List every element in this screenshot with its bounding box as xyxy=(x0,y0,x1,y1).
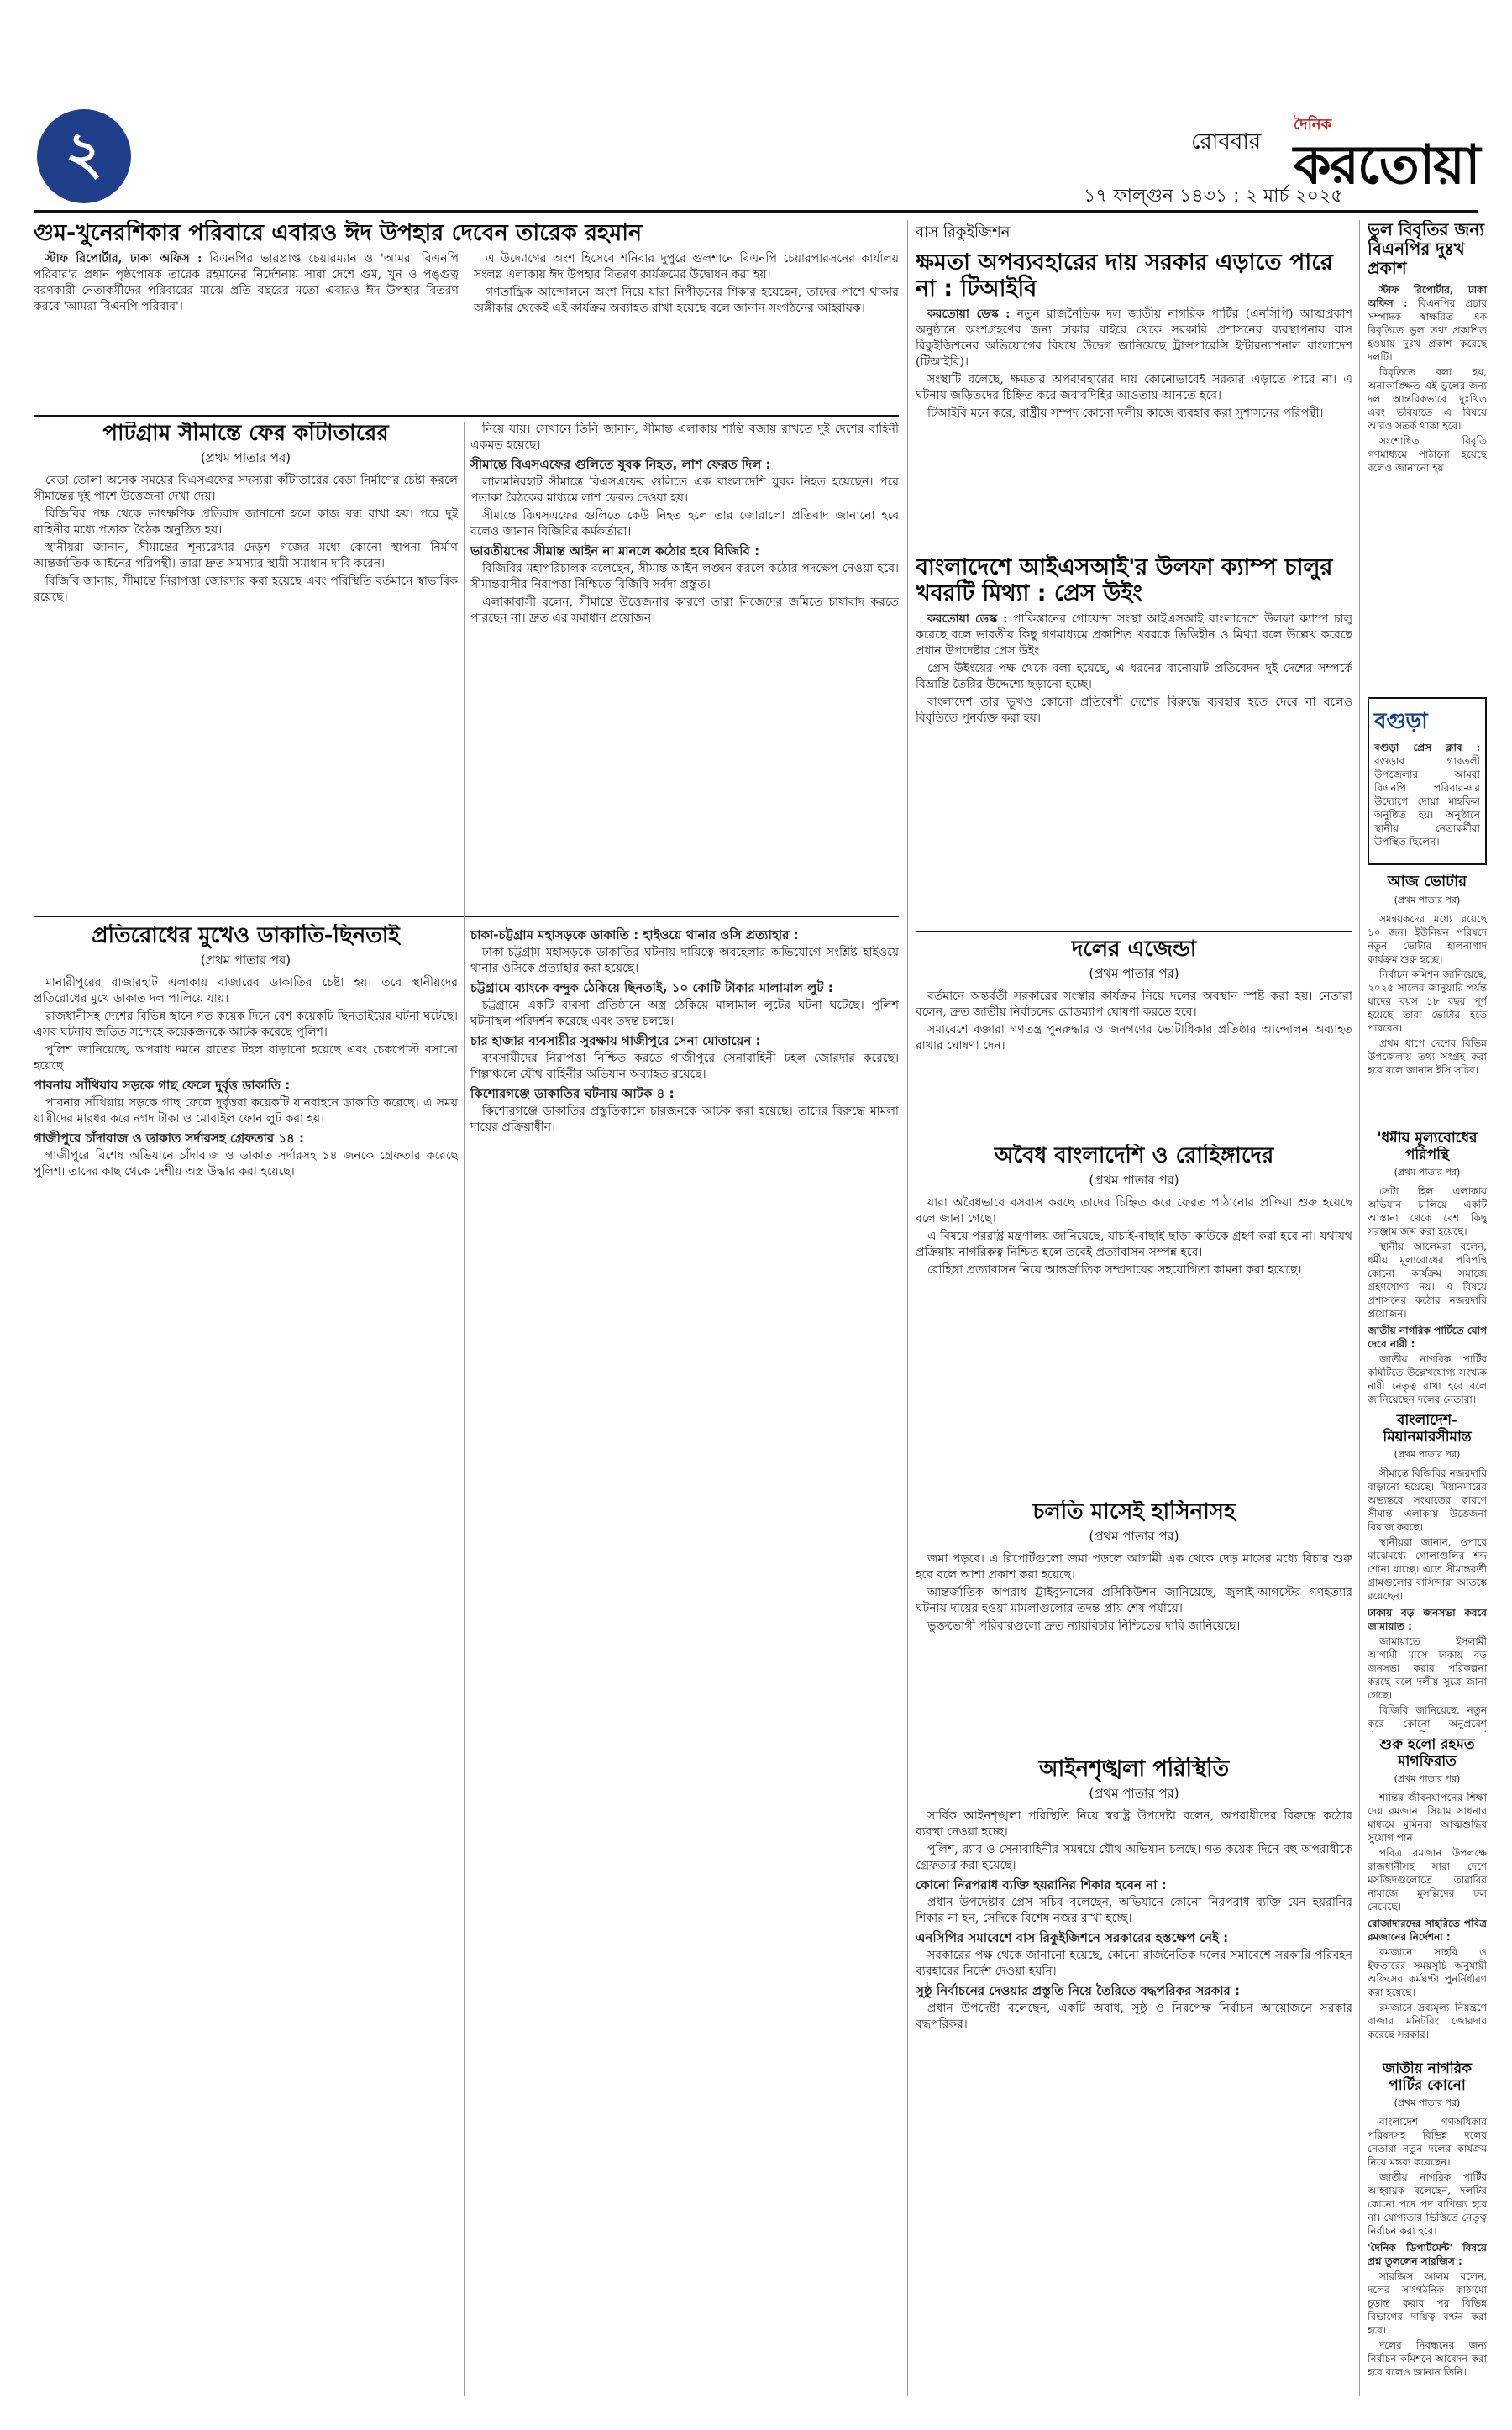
para: সমন্বয়কদের মধ্যে রয়েছে ১০ জন। ইউনিয়ন পরিষদে নতুন ভোটার হালনাগাদ কার্যক্রম শুরু হচ্ছে। xyxy=(1368,912,1487,965)
para: স্থানীয় আলেমরা বলেন, ধর্মীয় মূল্যবোধের পরিপন্থি কোনো কার্যক্রম সমাজে গ্রহণযোগ্য নয়। এ বিষয়ে প্রশাসনের কঠোর নজরদারি প্রয়োজন। xyxy=(1368,1241,1487,1320)
para: দলের নিবন্ধনের জন্য নির্বাচন কমিশনে আবেদন করা হবে বলেও জানান তিনি। xyxy=(1368,2339,1487,2379)
column-rule xyxy=(907,220,908,2396)
continued-label: (প্রথম পাতার পর) xyxy=(1394,1449,1461,1461)
para: বিজিবির মহাপরিচালক বলেছেন, সীমান্ত আইন লঙ্ঘন করলে কঠোর পদক্ষেপ নেওয়া হবে। সীমান্তবাসীর নিরাপত্তা নিশ্চিতে বিজিবি সর্বদা প্রস্তুত। xyxy=(470,562,899,591)
headline-dharmiyo: 'ধর্মীয় মূল্যবোধের পরিপন্থি xyxy=(1377,1131,1478,1163)
headline-dakati: প্রতিরোধের মুখেও ডাকাতি-ছিনতাই xyxy=(92,924,400,948)
para: স্থানীয়রা জানান, সীমান্তের শূন্যরেখার দেড়শ গজের মধ্যে কোনো স্থাপনা নির্মাণ আন্তর্জাতিক আইনের পরিপন্থী। তারা দ্রুত সমস্যার স্থায়ী সমাধান দাবি করেন। xyxy=(34,540,458,570)
para: জমা পড়বে। এ রিপোর্টগুলো জমা পড়লে আগামী এক থেকে দেড় মাসের মধ্যে বিচার শুরু হবে বলে আশা প্রকাশ করা হয়েছে। xyxy=(916,1551,1352,1582)
para: বিজিবির পক্ষ থেকে তাৎক্ষণিক প্রতিবাদ জানানো হলে কাজ বন্ধ রাখা হয়। পরে দুই বাহিনীর মধ্যে পতাকা বৈঠক অনুষ্ঠিত হয়। xyxy=(34,506,458,537)
subhead: এনসিপির সমাবেশে বাস রিকুইজিশনে সরকারের হস্তক্ষেপ নেই : xyxy=(916,1929,1229,1945)
para: সংশোধিত বিবৃতি গণমাধ্যমে পাঠানো হয়েছে বলেও জানানো হয়। xyxy=(1368,435,1487,474)
para: সরকারের পক্ষ থেকে জানানো হয়েছে, কোনো রাজনৈতিক দলের সমাবেশে সরকারি পরিবহন ব্যবহারের নির্দেশ দেওয়া হয়নি। xyxy=(916,1948,1352,1978)
para: কিশোরগঞ্জে ডাকাতির প্রস্তুতিকালে চারজনকে আটক করা হয়েছে। তাদের বিরুদ্ধে মামলা দায়ের প্রক্রিয়াধীন। xyxy=(470,1105,899,1134)
para: ভুক্তভোগী পরিবারগুলো দ্রুত ন্যায়বিচার নিশ্চিতের দাবি জানিয়েছে। xyxy=(927,1619,1241,1633)
continued-label: (প্রথম পাতার পর) xyxy=(1394,2097,1461,2109)
subhead: চট্টগ্রামে ব্যাংকে বন্দুক ঠেকিয়ে ছিনতাই, ১০ কোটি টাকার মালামাল লুট : xyxy=(470,980,833,995)
day-name: রোববার xyxy=(1191,129,1262,155)
headline-isi: বাংলাদেশে আইএসআই'র উলফা ক্যাম্প চালুর খবরটি মিথ্যা : প্রেস উইং xyxy=(916,554,1333,607)
headline-tib: ক্ষমতা অপব্যবহারের দায় সরকার এড়াতে পারে না : টিআইবি xyxy=(916,249,1333,302)
para: আন্তর্জাতিক অপরাধ ট্রাইব্যুনালের প্রসিকিউশন জানিয়েছে, জুলাই-আগস্টের গণহত্যার ঘটনায় দায়ের হওয়া মামলাগুলোর তদন্ত প্রায় শেষ পর্যায়ে। xyxy=(916,1585,1352,1615)
headline-agenda: দলের এজেন্ডা xyxy=(1071,937,1197,962)
para: নির্বাচন কমিশন জানিয়েছে, ২০২৫ সালের জানুয়ারি পর্যন্ত যাদের বয়স ১৮ বছর পূর্ণ হয়েছে তারা ভোটার হতে পারবেন। xyxy=(1368,968,1487,1034)
article-dharmiyo xyxy=(1368,1131,1487,1408)
para: রমজানে সাহরি ও ইফতারের সময়সূচি অনুযায়ী অফিসের কর্মঘণ্টা পুনর্নির্ধারণ করা হয়েছে। xyxy=(1368,1946,1487,1999)
headline-ncp: জাতীয় নাগরিক পার্টির কোনো xyxy=(1382,2061,1473,2094)
para: যারা অবৈধভাবে বসবাস করছে তাদের চিহ্নিত করে ফেরত পাঠানোর প্রক্রিয়া শুরু হয়েছে বলে জানা গেছে। xyxy=(916,1195,1352,1225)
para: টিআইবি মনে করে, রাষ্ট্রীয় সম্পদ কোনো দলীয় কাজে ব্যবহার করা সুশাসনের পরিপন্থী। xyxy=(927,407,1324,421)
subhead: কোনো নিরপরাধ ব্যক্তি হয়রানির শিকার হবেন না : xyxy=(916,1876,1167,1892)
article-ncp xyxy=(1368,2061,1487,2396)
article-dakati xyxy=(34,924,458,2394)
continued-label: (প্রথম পাতার পর) xyxy=(1394,1167,1461,1178)
masthead-title: করতোয়া xyxy=(1294,134,1479,197)
para: পাবনার সাঁথিয়ায় সড়কে গাছ ফেলে দুর্বৃত্তরা কয়েকটি যানবাহনে ডাকাতি করেছে। এ সময় যাত্রীদের মারধর করে নগদ টাকা ও মোবাইল ফোন লুট করা হয়। xyxy=(34,1095,458,1126)
kicker-tib: বাস রিকুইজিশন xyxy=(916,223,1011,241)
para: বিএনপির ভারপ্রাপ্ত চেয়ারম্যান ও 'আমরা বিএনপি পরিবার'র প্রধান পৃষ্ঠপোষক তারেক রহমানের নির্দেশনায় সারা দেশে গুম, খুন ও পঙ্গুত্ব বরণকারী নেতাকর্মীদের পরিবারের মাঝে প্রতি বছরের মতো এবারও ঈদ উপহার বিতরণ করবে 'আমরা বিএনপি পরিবার'। xyxy=(34,252,459,314)
continued-label: (প্রথম পাতার পর) xyxy=(1089,1172,1179,1188)
bogra-box xyxy=(1368,697,1487,865)
article-vote-main xyxy=(1368,874,1487,1126)
para: সার্বিক আইনশৃঙ্খলা পরিস্থিতি নিয়ে স্বরাষ্ট্র উপদেষ্টা বলেন, অপরাধীদের বিরুদ্ধে কঠোর ব্যবস্থা নেওয়া হচ্ছে। xyxy=(916,1808,1352,1839)
subhead: 'দৈনিক ডিপার্টমেন্ট' বিষয়ে প্রশ্ন তুললেন সারজিস : xyxy=(1368,2242,1487,2268)
para: জামায়াতে ইসলামী আগামী মাসে ঢাকায় বড় জনসভা করার পরিকল্পনা করছে বলে দলীয় সূত্রে জানা গেছে। xyxy=(1368,1635,1487,1702)
para: বাংলাদেশ গণঅধিকার পরিষদসহ বিভিন্ন দলের নেতারা নতুন দলের কার্যক্রম নিয়ে মন্তব্য করেছেন। xyxy=(1368,2116,1487,2169)
headline-myanmar: বাংলাদেশ-মিয়ানমারসীমান্ত xyxy=(1383,1413,1472,1446)
lead-isi: করতোয়া ডেস্ক : xyxy=(927,612,1008,627)
headline-rohingya: অবৈধ বাংলাদেশি ও রোহিঙ্গাদের xyxy=(994,1144,1274,1168)
header-rule xyxy=(34,210,1478,213)
headline-vote: আজ ভোটার xyxy=(1387,874,1467,890)
divider xyxy=(34,916,899,917)
para: সমাবেশে বক্তারা গণতন্ত্র পুনরুদ্ধার ও জনগণের ভোটাধিকার প্রতিষ্ঠার আন্দোলন অব্যাহত রাখার ঘোষণা দেন। xyxy=(916,1022,1352,1052)
para: জাতীয় নাগরিক পার্টির কমিটিতে উল্লেখযোগ্য সংখ্যক নারী নেতৃত্ব রাখা হবে বলে জানিয়েছেন দলের নেতারা। xyxy=(1368,1353,1487,1406)
subhead: জাতীয় নাগরিক পার্টিতে যোগ দেবে নারী : xyxy=(1368,1325,1487,1351)
lead-tib: করতোয়া ডেস্ক : xyxy=(927,307,1011,322)
para: শান্তির জীবনযাপনের শিক্ষা দেয় রমজান। সিয়াম সাধনার মাধ্যমে মুমিনরা আত্মশুদ্ধির সুযোগ পান। xyxy=(1368,1792,1487,1845)
para: গণতান্ত্রিক আন্দোলনে অংশ নিয়ে যারা নিপীড়নের শিকার হয়েছেন, তাদের পাশে থাকার অঙ্গীকার থেকেই এই কার্যক্রম অব্যাহত রাখা হয়েছে বলে জানান সংগঠনের আহ্বায়ক। xyxy=(474,286,899,316)
masthead-small: দৈনিক xyxy=(1294,116,1332,134)
article-ganatra-cont xyxy=(470,422,899,909)
article-ganatra xyxy=(34,422,458,909)
date-line: ১৭ ফাল্গুন ১৪৩১ : ২ মার্চ ২০২৫ xyxy=(1084,186,1343,207)
para: সীমান্তে বিএসএফের গুলিতে কেউ নিহত হলে তার জোরালো প্রতিবাদ জানানো হবে বলেও জানান বিজিবির কর্মকর্তারা। xyxy=(470,509,899,538)
continued-label: (প্রথম পাতার পর) xyxy=(1089,965,1179,981)
column-rule xyxy=(1359,220,1360,2396)
para: রাজধানীসহ দেশের বিভিন্ন স্থানে গত কয়েক দিনে বেশ কয়েকটি ছিনতাইয়ের ঘটনা ঘটেছে। এসব ঘটনায় জড়িত সন্দেহে কয়েকজনকে আটক করেছে পুলিশ। xyxy=(34,1009,458,1039)
para: নতুন রাজনৈতিক দল জাতীয় নাগরিক পার্টির (এনসিপি) আত্মপ্রকাশ অনুষ্ঠানে অংশগ্রহণের জন্য ঢাকার বাইরে থেকে সরকারি প্রশাসনের ব্যবস্থাপনায় বাস রিকুইজিশনের অভিযোগের বিষয়ে উদ্বেগ জানিয়েছে ট্রান্সপারেন্সি ইন্টারন্যাশনাল বাংলাদেশ (টিআইবি)। xyxy=(916,307,1352,370)
para: বেড়া তোলা অনেক সময়ের বিএসএফের সদস্যরা কাঁটাতারের বেড়া নির্মাণের চেষ্টা করলে সীমান্তের দুই পাশে উত্তেজনা দেখা দেয়। xyxy=(34,473,458,503)
article-dakati-cont xyxy=(470,924,899,2394)
headline-tarek: গুম-খুনেরশিকার পরিবারে এবারও ঈদ উপহার দেবেন তারেক রহমান xyxy=(34,220,643,246)
para: পুলিশ, র‍্যাব ও সেনাবাহিনীর সমন্বয়ে যৌথ অভিযান চলছে। গত কয়েক দিনে বহু অপরাধীকে গ্রেফতার করা হয়েছে। xyxy=(916,1842,1352,1872)
masthead-logo xyxy=(1294,113,1487,202)
subhead: চার হাজার ব্যবসায়ীর সুরক্ষায় গাজীপুরে সেনা মোতায়েন : xyxy=(470,1033,761,1048)
para: রমজানে দ্রব্যমূল্য নিয়ন্ত্রণে বাজার মনিটরিং জোরদার করেছে সরকার। xyxy=(1368,2002,1487,2041)
subhead: কিশোরগঞ্জে ডাকাতির ঘটনায় আটক ৪ : xyxy=(470,1086,675,1101)
para: ব্যবসায়ীদের নিরাপত্তা নিশ্চিত করতে গাজীপুরে সেনাবাহিনী টহল জোরদার করেছে। শিল্পাঞ্চলে যৌথ বাহিনীর অভিযান অব্যাহত রয়েছে। xyxy=(470,1052,899,1081)
lead-bnp: স্টাফ রিপোর্টার, ঢাকা অফিস : xyxy=(1368,284,1487,309)
para: রোহিঙ্গা প্রত্যাবাসন নিয়ে আন্তর্জাতিক সম্প্রদায়ের সহযোগিতা কামনা করা হয়েছে। xyxy=(927,1262,1302,1277)
para: চট্টগ্রামে একটি ব্যবসা প্রতিষ্ঠানে অস্ত্র ঠেকিয়ে মালামাল লুটের ঘটনা ঘটেছে। পুলিশ ঘটনাস্থল পরিদর্শন করেছে এবং তদন্ত চলছে। xyxy=(470,999,899,1028)
continued-label: (প্রথম পাতার পর) xyxy=(200,449,291,465)
continued-label: (প্রথম পাতার পর) xyxy=(1089,1528,1179,1544)
article-hasina xyxy=(916,1500,1352,1752)
subhead: পাবনায় সাঁথিয়ায় সড়কে গাছ ফেলে দুর্বৃত্ত ডাকাতি : xyxy=(34,1077,291,1093)
para: ঢাকা-চট্টগ্রাম মহাসড়কে ডাকাতির ঘটনায় দায়িত্বে অবহেলার অভিযোগে সংশ্লিষ্ট হাইওয়ে থানার ওসিকে প্রত্যাহার করা হয়েছে। xyxy=(470,946,899,975)
article-isi xyxy=(916,554,1352,924)
para: প্রধান উপদেষ্টা বলেছেন, একটি অবাধ, সুষ্ঠু ও নিরপেক্ষ নির্বাচন আয়োজনে সরকার বদ্ধপরিকর। xyxy=(916,2001,1352,2031)
headline-hasina: চলতি মাসেই হাসিনাসহ xyxy=(1032,1500,1236,1525)
para: প্রেস উইংয়ের পক্ষ থেকে বলা হয়েছে, এ ধরনের বানোয়াট প্রতিবেদন দুই দেশের সম্পর্কে বিভ্রান্তি তৈরির উদ্দেশ্যে ছড়ানো হচ্ছে। xyxy=(916,662,1352,692)
para: এলাকাবাসী বলেন, সীমান্তে উত্তেজনার কারণে তারা নিজেদের জমিতে চাষাবাদ করতে পারছেন না। দ্রুত এর সমাধান প্রয়োজন। xyxy=(470,596,899,625)
article-law xyxy=(916,1757,1352,2396)
para: সীমান্তে বিজিবির নজরদারি বাড়ানো হয়েছে। মিয়ানমারের অভ্যন্তরে সংঘাতের কারণে সীমান্ত এলাকায় উত্তেজনা বিরাজ করছে। xyxy=(1368,1467,1487,1534)
bogra-title: বগুড়া প্রেস ক্লাব : xyxy=(1374,742,1480,753)
article-rohingya xyxy=(916,1144,1352,1497)
page-number-badge: ২ xyxy=(37,109,131,203)
article-tib xyxy=(916,220,1352,548)
para: বাংলাদেশ তার ভূখণ্ড কোনো প্রতিবেশী দেশের বিরুদ্ধে ব্যবহার হতে দেবে না বলেও বিবৃতিতে পুনর্ব্যক্ত করা হয়। xyxy=(916,695,1352,726)
para: বিজিবি জানায়, সীমান্তে নিরাপত্তা জোরদার করা হয়েছে এবং পরিস্থিতি বর্তমানে স্বাভাবিক রয়েছে। xyxy=(34,574,458,604)
para: জাতীয় নাগরিক পার্টির আহ্বায়ক বলেছেন, দলটির কোনো পদে পদ বাণিজ্য হবে না। যোগ্যতার ভিত্তিতে নেতৃত্ব নির্বাচন করা হবে। xyxy=(1368,2171,1487,2238)
subhead: ভারতীয়দের সীমান্ত আইন না মানলে কঠোর হবে বিজিবি : xyxy=(470,543,760,559)
para: বর্তমানে অন্তর্বর্তী সরকারের সংস্কার কার্যক্রম নিয়ে দলের অবস্থান স্পষ্ট করা হয়। নেতারা বলেন, দ্রুত জাতীয় নির্বাচনের রোডম্যাপ ঘোষণা করতে হবে। xyxy=(916,989,1352,1019)
para: বিজিবি জানিয়েছে, নতুন করে কোনো অনুপ্রবেশ xyxy=(1368,1704,1487,1730)
lead-tarek: স্টাফ রিপোর্টার, ঢাকা অফিস : xyxy=(45,252,202,266)
para: পুলিশ জানিয়েছে, অপরাধ দমনে রাতের টহল বাড়ানো হয়েছে এবং চেকপোস্ট বসানো হয়েছে। xyxy=(34,1042,458,1073)
headline-ramadan: শুরু হলো রহমত মাগফিরাত xyxy=(1379,1737,1475,1770)
para: লালমনিরহাট সীমান্তে বিএসএফের গুলিতে এক বাংলাদেশি যুবক নিহত হয়েছেন। পরে পতাকা বৈঠকের মাধ্যমে লাশ ফেরত দেওয়া হয়। xyxy=(470,475,899,505)
article-agenda xyxy=(916,937,1352,1139)
subhead: সীমান্তে বিএসএফের গুলিতে যুবক নিহত, লাশ ফেরত দিল : xyxy=(470,457,771,472)
para: নিয়ে যায়। সেখানে তিনি জানান, সীমান্ত এলাকায় শান্তি বজায় রাখতে দুই দেশের বাহিনী একমত হয়েছে। xyxy=(470,422,899,452)
para: প্রধান উপদেষ্টার প্রেস সচিব বলেছেন, অভিযানে কোনো নিরপরাধ ব্যক্তি যেন হয়রানির শিকার না হন, সেদিকে বিশেষ নজর রাখা হচ্ছে। xyxy=(916,1895,1352,1925)
column-rule xyxy=(464,422,465,2396)
para: সারজিস আলম বলেন, দলের সাংগঠনিক কাঠামো চূড়ান্ত করার পর বিভিন্ন বিভাগের দায়িত্ব বণ্টন করা হবে। xyxy=(1368,2270,1487,2337)
continued-label: (প্রথম পাতার পর) xyxy=(1394,894,1461,905)
subhead: সুষ্ঠু নির্বাচনের দেওয়ার প্রস্তুতি নিয়ে তৈরিতে বদ্ধপরিকর সরকার : xyxy=(916,1982,1241,1998)
continued-label: (প্রথম পাতার পর) xyxy=(1089,1785,1179,1801)
subhead: গাজীপুরে চাঁদাবাজ ও ডাকাত সর্দারসহ গ্রেফতার ১৪ : xyxy=(34,1130,305,1146)
article-tarek xyxy=(34,220,899,412)
para: এ উদ্যোগের অংশ হিসেবে শনিবার দুপুরে গুলশানে বিএনপি চেয়ারপারসনের কার্যালয় সংলগ্ন এলাকায় ঈদ উপহার বিতরণ কার্যক্রমের উদ্বোধন করা হয়। xyxy=(474,252,899,282)
divider xyxy=(34,415,899,417)
para: বিএনপির প্রচার সম্পাদক স্বাক্ষরিত এক বিবৃতিতে ভুল তথ্য প্রকাশিত হওয়ায় দুঃখ প্রকাশ করেছে দলটি। xyxy=(1368,297,1487,363)
article-ramadan xyxy=(1368,1737,1487,2056)
subhead: ঢাকায় বড় জনসভা করবে জামায়াত : xyxy=(1368,1607,1487,1633)
para: গাজীপুরে বিশেষ অভিযানে চাঁদাবাজ ও ডাকাত সর্দারসহ ১৪ জনকে গ্রেফতার করেছে পুলিশ। তাদের কাছ থেকে দেশীয় অস্ত্র উদ্ধার করা হয়েছে। xyxy=(34,1148,458,1178)
para: মানারীপুরের রাজারহাট এলাকায় বাজারের ডাকাতির চেষ্টা হয়। তবে স্থানীয়দের প্রতিরোধের মুখে ডাকাত দল পালিয়ে যায়। xyxy=(34,975,458,1005)
para: প্রথম ধাপে দেশের বিভিন্ন উপজেলায় তথ্য সংগ্রহ করা হবে বলে জানান ইসি সচিব। xyxy=(1368,1037,1487,1076)
continued-label: (প্রথম পাতার পর) xyxy=(1394,1773,1461,1785)
article-myanmar xyxy=(1368,1413,1487,1732)
headline-law: আইনশৃঙ্খলা পরিস্থিতি xyxy=(1038,1757,1230,1782)
subhead: চাকা-চট্টগ্রাম মহাসড়কে ডাকাতি : হাইওয়ে থানার ওসি প্রত্যাহার : xyxy=(470,927,799,942)
para: এ বিষয়ে পররাষ্ট্র মন্ত্রণালয় জানিয়েছে, যাচাই-বাছাই ছাড়া কাউকে গ্রহণ করা হবে না। যথাযথ প্রক্রিয়ায় নাগরিকত্ব নিশ্চিত হলে তবেই প্রত্যাবাসন সম্পন্ন হবে। xyxy=(916,1229,1352,1259)
headline-bnp: ভুল বিবৃতির জন্য বিএনপির দুঃখ প্রকাশ xyxy=(1368,220,1485,278)
divider xyxy=(916,931,1352,932)
bogra-text: বগুড়ার গাবতলী উপজেলার আমরা বিএনপি পরিবার-এর উদ্যোগে দোয়া মাহফিল অনুষ্ঠিত হয়। অনুষ্ঠানে স্থানীয় নেতাকর্মীরা উপস্থিত ছিলেন। xyxy=(1374,755,1480,848)
para: পবিত্র রমজান উপলক্ষে রাজধানীসহ সারা দেশে মসজিদগুলোতে তারাবির নামাজে মুসল্লিদের ঢল নেমেছে। xyxy=(1368,1847,1487,1913)
headline-ganatra: পাটগ্রাম সীমান্তে ফের কাঁটাতারের xyxy=(102,422,389,446)
para: সেটা হিল এলাকায় অভিযান চালিয়ে একটি আস্তানা থেকে বেশ কিছু সরঞ্জাম জব্দ করা হয়েছে। xyxy=(1368,1185,1487,1238)
para: পাকিস্তানের গোয়েন্দা সংস্থা আইএসআই বাংলাদেশে উলফা ক্যাম্প চালু করেছে বলে ভারতীয় কিছু গণমাধ্যমে প্রকাশিত খবরকে ভিত্তিহীন ও মিথ্যা বলে উল্লেখ করেছে প্রধান উপদেষ্টার প্রেস উইং। xyxy=(916,612,1352,659)
continued-label: (প্রথম পাতার পর) xyxy=(200,952,291,968)
para: সংস্থাটি বলেছে, ক্ষমতার অপব্যবহারের দায় কোনোভাবেই সরকার এড়াতে পারে না। এ ঘটনায় জড়িতদের চিহ্নিত করে জবাবদিহির আওতায় আনতে হবে। xyxy=(916,373,1352,403)
para: স্থানীয়রা জানান, ওপারে মাঝেমধ্যে গোলাগুলির শব্দ শোনা যাচ্ছে। এতে সীমান্তবর্তী গ্রামগুলোর বাসিন্দারা আতঙ্কে রয়েছেন। xyxy=(1368,1536,1487,1603)
bogra-logo: বগুড়া xyxy=(1374,709,1428,734)
para: বিবৃতিতে বলা হয়, অনাকাঙ্ক্ষিত এই ভুলের জন্য দল আন্তরিকভাবে দুঃখিত এবং ভবিষ্যতে এ বিষয়ে আরও সতর্ক থাকা হবে। xyxy=(1368,366,1487,432)
article-bnp-sorry xyxy=(1368,220,1487,690)
subhead: রোজাদারদের সাহরিতে পবিত্র রমজানের নির্দেশনা : xyxy=(1368,1918,1487,1944)
